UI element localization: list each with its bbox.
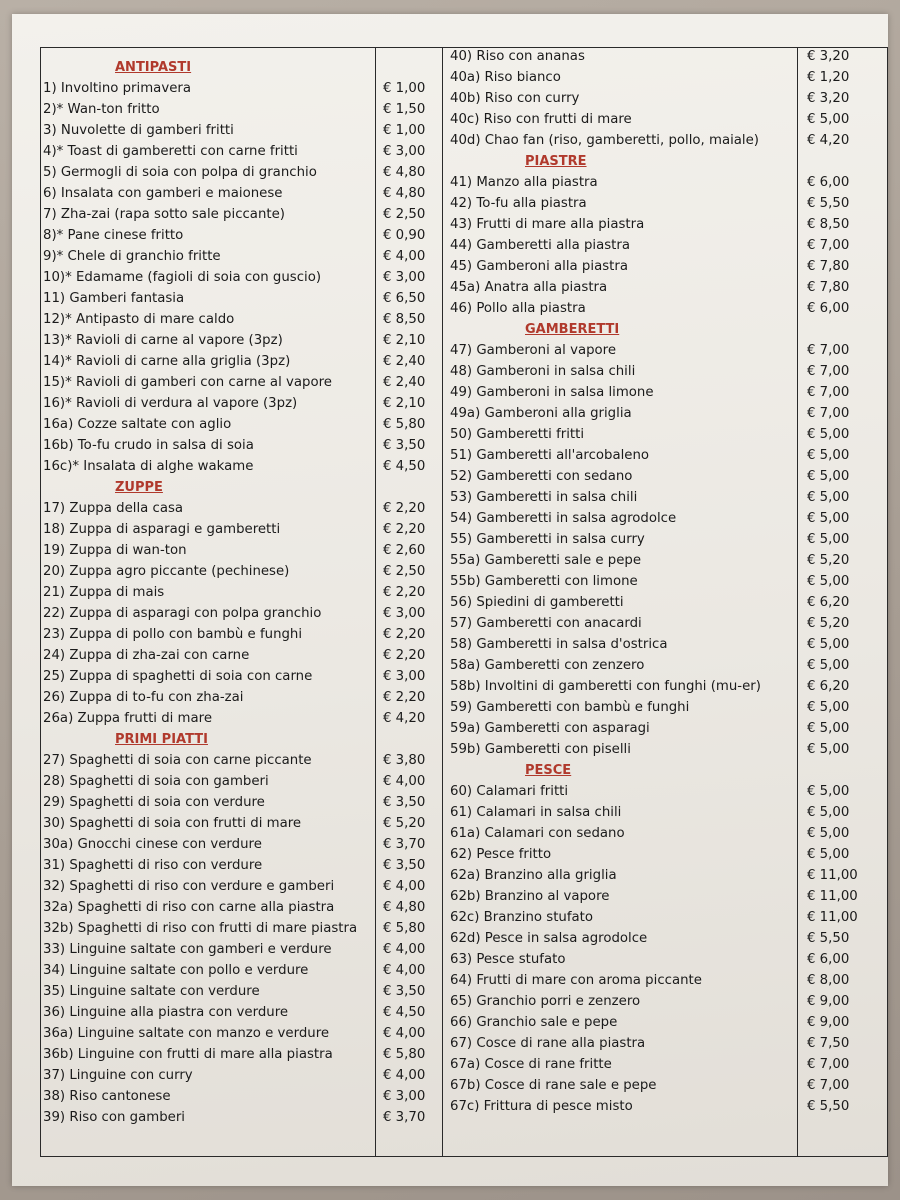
menu-item-row xyxy=(450,193,886,214)
dish-name: 58) Gamberetti in salsa d'ostrica xyxy=(450,637,668,652)
dish-name: 62c) Branzino stufato xyxy=(450,910,594,925)
dish-price: € 11,00 xyxy=(807,889,858,904)
menu-item-row xyxy=(450,676,886,697)
dish-name: 59) Gamberetti con bambù e funghi xyxy=(450,700,690,715)
section-header: ANTIPASTI xyxy=(115,60,192,75)
dish-name: 25) Zuppa di spaghetti di soia con carne xyxy=(43,669,313,684)
section-header: ZUPPE xyxy=(115,480,163,495)
menu-item-row xyxy=(43,645,439,666)
dish-name: 40) Riso con ananas xyxy=(450,49,585,64)
dish-price: € 4,00 xyxy=(383,774,426,789)
dish-name: 65) Granchio porri e zenzero xyxy=(450,994,641,1009)
dish-name: 60) Calamari fritti xyxy=(450,784,569,799)
dish-name: 13)* Ravioli di carne al vapore (3pz) xyxy=(43,333,283,348)
dish-price: € 4,20 xyxy=(807,133,850,148)
dish-price: € 11,00 xyxy=(807,910,858,925)
dish-name: 28) Spaghetti di soia con gamberi xyxy=(43,774,269,789)
menu-item-row xyxy=(43,183,439,204)
dish-name: 15)* Ravioli di gamberi con carne al vapore xyxy=(43,375,332,390)
dish-name: 2)* Wan-ton fritto xyxy=(43,102,160,117)
dish-name: 7) Zha-zai (rapa sotto sale piccante) xyxy=(43,207,285,222)
dish-price: € 9,00 xyxy=(807,1015,850,1030)
menu-item-row xyxy=(43,1044,439,1065)
menu-item-row xyxy=(450,781,886,802)
dish-name: 33) Linguine saltate con gamberi e verdure xyxy=(43,942,332,957)
dish-price: € 4,00 xyxy=(383,1068,426,1083)
dish-price: € 5,00 xyxy=(807,721,850,736)
menu-item-row xyxy=(43,666,439,687)
menu-item-row xyxy=(43,141,439,162)
menu-item-row xyxy=(450,739,886,760)
dish-name: 55) Gamberetti in salsa curry xyxy=(450,532,645,547)
menu-item-row xyxy=(43,435,439,456)
dish-name: 17) Zuppa della casa xyxy=(43,501,184,516)
dish-price: € 5,00 xyxy=(807,490,850,505)
dish-name: 4)* Toast di gamberetti con carne fritti xyxy=(43,144,298,159)
menu-item-row xyxy=(43,687,439,708)
dish-name: 12)* Antipasto di mare caldo xyxy=(43,312,235,327)
menu-item-row xyxy=(450,1012,886,1033)
dish-price: € 2,20 xyxy=(383,522,426,537)
menu-item-row xyxy=(43,540,439,561)
dish-name: 32b) Spaghetti di riso con frutti di mare piastra xyxy=(43,921,358,936)
dish-name: 30) Spaghetti di soia con frutti di mare xyxy=(43,816,302,831)
dish-name: 53) Gamberetti in salsa chili xyxy=(450,490,638,505)
menu-item-row xyxy=(450,46,886,67)
dish-price: € 5,00 xyxy=(807,805,850,820)
dish-price: € 5,80 xyxy=(383,921,426,936)
dish-name: 62d) Pesce in salsa agrodolce xyxy=(450,931,648,946)
dish-name: 40c) Riso con frutti di mare xyxy=(450,112,632,127)
menu-item-row xyxy=(43,771,439,792)
dish-price: € 2,50 xyxy=(383,207,426,222)
menu-item-row xyxy=(43,939,439,960)
dish-price: € 7,80 xyxy=(807,280,850,295)
menu-item-row xyxy=(43,813,439,834)
dish-price: € 3,20 xyxy=(807,49,850,64)
dish-name: 39) Riso con gamberi xyxy=(43,1110,185,1125)
dish-name: 61a) Calamari con sedano xyxy=(450,826,625,841)
menu-item-row xyxy=(43,582,439,603)
dish-name: 9)* Chele di granchio fritte xyxy=(43,249,221,264)
dish-price: € 5,00 xyxy=(807,784,850,799)
menu-item-row xyxy=(450,865,886,886)
dish-name: 29) Spaghetti di soia con verdure xyxy=(43,795,265,810)
dish-price: € 2,60 xyxy=(383,543,426,558)
dish-price: € 2,20 xyxy=(383,690,426,705)
dish-name: 56) Spiedini di gamberetti xyxy=(450,595,624,610)
dish-name: 20) Zuppa agro piccante (pechinese) xyxy=(43,564,290,579)
menu-item-row xyxy=(450,823,886,844)
dish-name: 36b) Linguine con frutti di mare alla piastra xyxy=(43,1047,333,1062)
dish-price: € 4,00 xyxy=(383,963,426,978)
dish-name: 35) Linguine saltate con verdure xyxy=(43,984,260,999)
menu-sheet xyxy=(12,14,888,1186)
dish-price: € 8,50 xyxy=(383,312,426,327)
dish-name: 8)* Pane cinese fritto xyxy=(43,228,184,243)
menu-item-row xyxy=(450,1033,886,1054)
menu-table xyxy=(40,47,888,1157)
dish-price: € 2,40 xyxy=(383,354,426,369)
menu-item-row xyxy=(43,897,439,918)
dish-price: € 2,10 xyxy=(383,333,426,348)
menu-item-row xyxy=(43,246,439,267)
menu-item-row xyxy=(450,466,886,487)
menu-item-row xyxy=(43,855,439,876)
dish-price: € 7,00 xyxy=(807,343,850,358)
dish-price: € 5,50 xyxy=(807,931,850,946)
menu-item-row xyxy=(43,225,439,246)
menu-item-row xyxy=(43,99,439,120)
dish-price: € 5,00 xyxy=(807,637,850,652)
menu-item-row xyxy=(43,960,439,981)
menu-item-row xyxy=(43,519,439,540)
dish-name: 16a) Cozze saltate con aglio xyxy=(43,417,232,432)
menu-item-row xyxy=(43,456,439,477)
dish-name: 62b) Branzino al vapore xyxy=(450,889,610,904)
dish-name: 62) Pesce fritto xyxy=(450,847,552,862)
menu-item-row xyxy=(450,1096,886,1117)
dish-name: 55a) Gamberetti sale e pepe xyxy=(450,553,642,568)
dish-price: € 8,50 xyxy=(807,217,850,232)
menu-item-row xyxy=(450,256,886,277)
dish-price: € 2,20 xyxy=(383,627,426,642)
dish-price: € 4,00 xyxy=(383,1026,426,1041)
dish-name: 6) Insalata con gamberi e maionese xyxy=(43,186,283,201)
dish-price: € 5,00 xyxy=(807,112,850,127)
menu-item-row xyxy=(450,634,886,655)
dish-name: 16c)* Insalata di alghe wakame xyxy=(43,459,254,474)
menu-item-row xyxy=(43,1023,439,1044)
menu-item-row xyxy=(43,1002,439,1023)
dish-price: € 2,20 xyxy=(383,648,426,663)
dish-name: 27) Spaghetti di soia con carne piccante xyxy=(43,753,312,768)
dish-name: 62a) Branzino alla griglia xyxy=(450,868,617,883)
dish-name: 59b) Gamberetti con piselli xyxy=(450,742,631,757)
dish-price: € 4,50 xyxy=(383,1005,426,1020)
dish-price: € 6,20 xyxy=(807,679,850,694)
dish-price: € 1,00 xyxy=(383,81,426,96)
dish-name: 16b) To-fu crudo in salsa di soia xyxy=(43,438,254,453)
menu-item-row xyxy=(450,109,886,130)
menu-item-row xyxy=(450,88,886,109)
menu-item-row xyxy=(43,876,439,897)
dish-price: € 7,00 xyxy=(807,1057,850,1072)
section-header: PESCE xyxy=(525,763,572,778)
menu-item-row xyxy=(450,277,886,298)
dish-name: 14)* Ravioli di carne alla griglia (3pz) xyxy=(43,354,291,369)
menu-item-row xyxy=(43,288,439,309)
dish-price: € 4,80 xyxy=(383,900,426,915)
menu-item-row xyxy=(450,130,886,151)
dish-price: € 7,80 xyxy=(807,259,850,274)
menu-item-row xyxy=(450,949,886,970)
menu-item-row xyxy=(43,414,439,435)
dish-price: € 5,00 xyxy=(807,448,850,463)
dish-price: € 5,00 xyxy=(807,574,850,589)
dish-name: 16)* Ravioli di verdura al vapore (3pz) xyxy=(43,396,298,411)
menu-item-row xyxy=(450,592,886,613)
menu-item-row xyxy=(450,844,886,865)
dish-name: 52) Gamberetti con sedano xyxy=(450,469,633,484)
dish-price: € 5,00 xyxy=(807,532,850,547)
menu-item-row xyxy=(450,697,886,718)
dish-price: € 6,20 xyxy=(807,595,850,610)
dish-price: € 2,20 xyxy=(383,585,426,600)
menu-item-row xyxy=(43,1065,439,1086)
dish-price: € 4,80 xyxy=(383,186,426,201)
dish-price: € 5,00 xyxy=(807,826,850,841)
dish-name: 21) Zuppa di mais xyxy=(43,585,165,600)
menu-item-row xyxy=(450,907,886,928)
dish-price: € 5,00 xyxy=(807,469,850,484)
menu-item-row xyxy=(450,235,886,256)
dish-name: 44) Gamberetti alla piastra xyxy=(450,238,631,253)
dish-name: 36a) Linguine saltate con manzo e verdure xyxy=(43,1026,330,1041)
dish-name: 67c) Frittura di pesce misto xyxy=(450,1099,633,1114)
left-menu-column xyxy=(43,57,439,1128)
section-header: PRIMI PIATTI xyxy=(115,732,208,747)
dish-price: € 3,00 xyxy=(383,669,426,684)
dish-price: € 2,10 xyxy=(383,396,426,411)
dish-price: € 3,50 xyxy=(383,858,426,873)
menu-item-row xyxy=(43,204,439,225)
dish-price: € 4,20 xyxy=(383,711,426,726)
dish-price: € 1,20 xyxy=(807,70,850,85)
menu-item-row xyxy=(43,918,439,939)
dish-price: € 3,00 xyxy=(383,144,426,159)
menu-item-row xyxy=(450,382,886,403)
dish-price: € 4,50 xyxy=(383,459,426,474)
dish-price: € 3,70 xyxy=(383,837,426,852)
menu-item-row xyxy=(43,750,439,771)
menu-item-row xyxy=(450,172,886,193)
menu-item-row xyxy=(43,498,439,519)
menu-item-row xyxy=(450,970,886,991)
dish-name: 40a) Riso bianco xyxy=(450,70,561,85)
dish-price: € 5,50 xyxy=(807,196,850,211)
menu-item-row xyxy=(450,802,886,823)
dish-name: 55b) Gamberetti con limone xyxy=(450,574,638,589)
menu-item-row xyxy=(43,1107,439,1128)
dish-price: € 4,00 xyxy=(383,942,426,957)
dish-name: 45) Gamberoni alla piastra xyxy=(450,259,628,274)
dish-name: 23) Zuppa di pollo con bambù e funghi xyxy=(43,627,303,642)
menu-item-row xyxy=(43,393,439,414)
dish-price: € 1,50 xyxy=(383,102,426,117)
menu-item-row xyxy=(43,309,439,330)
dish-price: € 11,00 xyxy=(807,868,858,883)
dish-name: 47) Gamberoni al vapore xyxy=(450,343,617,358)
dish-name: 51) Gamberetti all'arcobaleno xyxy=(450,448,650,463)
dish-price: € 3,00 xyxy=(383,270,426,285)
dish-name: 22) Zuppa di asparagi con polpa granchio xyxy=(43,606,322,621)
dish-name: 63) Pesce stufato xyxy=(450,952,566,967)
menu-item-row xyxy=(450,445,886,466)
dish-price: € 5,00 xyxy=(807,742,850,757)
dish-name: 58b) Involtini di gamberetti con funghi (mu-er) xyxy=(450,679,761,694)
section-header: GAMBERETTI xyxy=(525,322,620,337)
dish-name: 24) Zuppa di zha-zai con carne xyxy=(43,648,250,663)
menu-item-row xyxy=(43,1086,439,1107)
dish-name: 41) Manzo alla piastra xyxy=(450,175,598,190)
dish-name: 19) Zuppa di wan-ton xyxy=(43,543,187,558)
menu-item-row xyxy=(450,1054,886,1075)
dish-price: € 7,00 xyxy=(807,1078,850,1093)
dish-price: € 2,40 xyxy=(383,375,426,390)
dish-name: 58a) Gamberetti con zenzero xyxy=(450,658,645,673)
dish-name: 67) Cosce di rane alla piastra xyxy=(450,1036,646,1051)
section-header: PIASTRE xyxy=(525,154,587,169)
dish-name: 34) Linguine saltate con pollo e verdure xyxy=(43,963,309,978)
dish-name: 38) Riso cantonese xyxy=(43,1089,171,1104)
dish-price: € 5,20 xyxy=(807,616,850,631)
dish-name: 31) Spaghetti di riso con verdure xyxy=(43,858,263,873)
menu-item-row xyxy=(450,613,886,634)
dish-price: € 5,00 xyxy=(807,847,850,862)
dish-name: 64) Frutti di mare con aroma piccante xyxy=(450,973,702,988)
dish-price: € 5,00 xyxy=(807,427,850,442)
dish-price: € 5,80 xyxy=(383,1047,426,1062)
dish-price: € 7,00 xyxy=(807,238,850,253)
dish-price: € 6,00 xyxy=(807,952,850,967)
dish-name: 67a) Cosce di rane fritte xyxy=(450,1057,612,1072)
menu-item-row xyxy=(450,529,886,550)
menu-item-row xyxy=(450,298,886,319)
dish-name: 32) Spaghetti di riso con verdure e gamberi xyxy=(43,879,335,894)
menu-item-row xyxy=(450,1075,886,1096)
dish-price: € 2,20 xyxy=(383,501,426,516)
dish-name: 67b) Cosce di rane sale e pepe xyxy=(450,1078,657,1093)
menu-item-row xyxy=(43,603,439,624)
menu-item-row xyxy=(43,624,439,645)
menu-item-row xyxy=(450,655,886,676)
dish-price: € 5,20 xyxy=(807,553,850,568)
menu-item-row xyxy=(450,403,886,424)
dish-price: € 7,00 xyxy=(807,406,850,421)
menu-item-row xyxy=(43,708,439,729)
dish-name: 61) Calamari in salsa chili xyxy=(450,805,622,820)
dish-price: € 2,50 xyxy=(383,564,426,579)
dish-price: € 4,00 xyxy=(383,879,426,894)
right-menu-column xyxy=(450,46,886,1117)
dish-name: 11) Gamberi fantasia xyxy=(43,291,185,306)
dish-name: 1) Involtino primavera xyxy=(43,81,191,96)
menu-item-row xyxy=(450,340,886,361)
dish-name: 26a) Zuppa frutti di mare xyxy=(43,711,213,726)
dish-name: 45a) Anatra alla piastra xyxy=(450,280,608,295)
menu-item-row xyxy=(450,991,886,1012)
dish-price: € 5,00 xyxy=(807,511,850,526)
menu-item-row xyxy=(450,550,886,571)
dish-name: 50) Gamberetti fritti xyxy=(450,427,585,442)
menu-item-row xyxy=(450,886,886,907)
dish-price: € 4,00 xyxy=(383,249,426,264)
dish-name: 3) Nuvolette di gamberi fritti xyxy=(43,123,234,138)
dish-price: € 3,50 xyxy=(383,984,426,999)
menu-item-row xyxy=(450,214,886,235)
dish-price: € 3,50 xyxy=(383,438,426,453)
dish-name: 66) Granchio sale e pepe xyxy=(450,1015,618,1030)
dish-price: € 3,00 xyxy=(383,606,426,621)
dish-price: € 6,00 xyxy=(807,175,850,190)
dish-name: 48) Gamberoni in salsa chili xyxy=(450,364,636,379)
menu-item-row xyxy=(43,78,439,99)
menu-item-row xyxy=(43,120,439,141)
dish-name: 30a) Gnocchi cinese con verdure xyxy=(43,837,262,852)
dish-name: 57) Gamberetti con anacardi xyxy=(450,616,642,631)
dish-price: € 0,90 xyxy=(383,228,426,243)
menu-item-row xyxy=(43,834,439,855)
column-divider-center xyxy=(442,48,443,1156)
menu-item-row xyxy=(450,571,886,592)
dish-price: € 5,80 xyxy=(383,417,426,432)
dish-name: 18) Zuppa di asparagi e gamberetti xyxy=(43,522,281,537)
menu-item-row xyxy=(450,487,886,508)
dish-name: 36) Linguine alla piastra con verdure xyxy=(43,1005,289,1020)
menu-item-row xyxy=(450,718,886,739)
dish-name: 59a) Gamberetti con asparagi xyxy=(450,721,650,736)
menu-item-row xyxy=(450,67,886,88)
dish-price: € 3,70 xyxy=(383,1110,426,1125)
dish-price: € 5,20 xyxy=(383,816,426,831)
menu-item-row xyxy=(43,372,439,393)
dish-price: € 3,20 xyxy=(807,91,850,106)
dish-name: 40d) Chao fan (riso, gamberetti, pollo, maiale) xyxy=(450,133,759,148)
dish-price: € 5,50 xyxy=(807,1099,850,1114)
dish-name: 37) Linguine con curry xyxy=(43,1068,193,1083)
dish-price: € 6,50 xyxy=(383,291,426,306)
dish-price: € 5,00 xyxy=(807,658,850,673)
dish-price: € 7,00 xyxy=(807,385,850,400)
dish-name: 5) Germogli di soia con polpa di granchio xyxy=(43,165,317,180)
dish-price: € 3,50 xyxy=(383,795,426,810)
dish-price: € 8,00 xyxy=(807,973,850,988)
dish-name: 49a) Gamberoni alla griglia xyxy=(450,406,632,421)
menu-item-row xyxy=(43,267,439,288)
menu-item-row xyxy=(43,330,439,351)
menu-item-row xyxy=(450,508,886,529)
menu-item-row xyxy=(43,792,439,813)
dish-price: € 3,00 xyxy=(383,1089,426,1104)
dish-name: 10)* Edamame (fagioli di soia con guscio) xyxy=(43,270,322,285)
menu-item-row xyxy=(450,928,886,949)
dish-name: 43) Frutti di mare alla piastra xyxy=(450,217,645,232)
menu-item-row xyxy=(43,981,439,1002)
dish-price: € 6,00 xyxy=(807,301,850,316)
dish-price: € 4,80 xyxy=(383,165,426,180)
dish-name: 54) Gamberetti in salsa agrodolce xyxy=(450,511,677,526)
dish-name: 32a) Spaghetti di riso con carne alla piastra xyxy=(43,900,335,915)
dish-name: 49) Gamberoni in salsa limone xyxy=(450,385,654,400)
dish-price: € 5,00 xyxy=(807,700,850,715)
dish-name: 42) To-fu alla piastra xyxy=(450,196,587,211)
dish-price: € 3,80 xyxy=(383,753,426,768)
menu-item-row xyxy=(43,162,439,183)
menu-item-row xyxy=(43,351,439,372)
dish-price: € 9,00 xyxy=(807,994,850,1009)
dish-price: € 7,00 xyxy=(807,364,850,379)
menu-item-row xyxy=(450,361,886,382)
dish-price: € 1,00 xyxy=(383,123,426,138)
dish-name: 26) Zuppa di to-fu con zha-zai xyxy=(43,690,244,705)
menu-item-row xyxy=(43,561,439,582)
menu-item-row xyxy=(450,424,886,445)
dish-name: 46) Pollo alla piastra xyxy=(450,301,586,316)
dish-price: € 7,50 xyxy=(807,1036,850,1051)
dish-name: 40b) Riso con curry xyxy=(450,91,580,106)
